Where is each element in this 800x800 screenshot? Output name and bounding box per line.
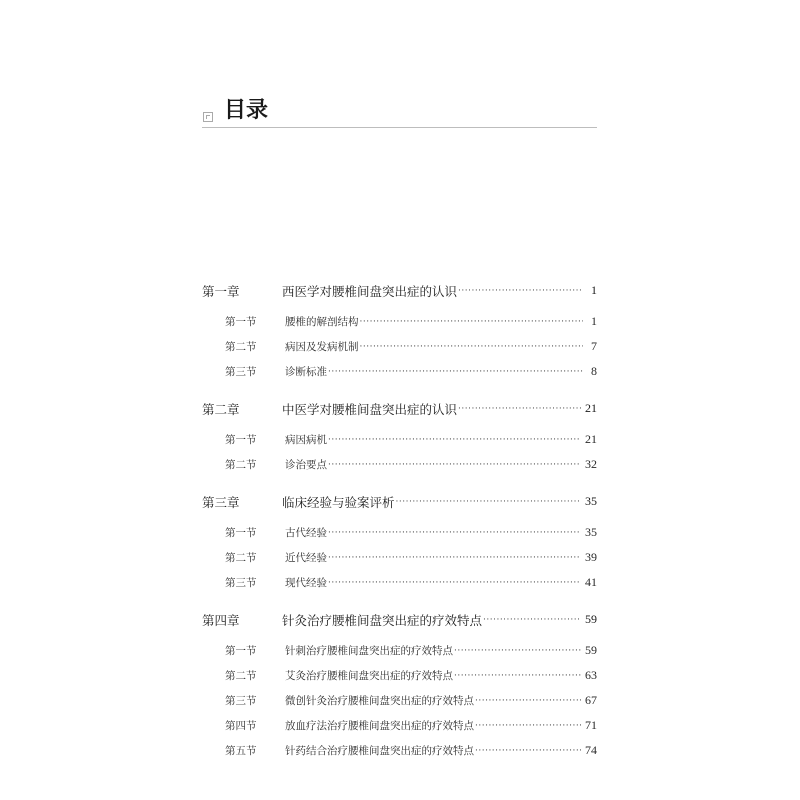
toc-section-number: 第二节 <box>225 341 257 353</box>
toc-section-page: 41 <box>585 575 597 589</box>
toc-section-page: 21 <box>585 432 597 446</box>
toc-section-number: 第三节 <box>225 695 257 707</box>
toc-section-page: 32 <box>585 457 597 471</box>
toc-section-page: 8 <box>591 364 597 378</box>
toc-section[interactable] <box>202 688 597 713</box>
dot-leader <box>328 553 581 563</box>
toc-chapter-title: 针灸治疗腰椎间盘突出症的疗效特点 <box>282 612 483 628</box>
toc-section-number: 第一节 <box>225 645 257 657</box>
dot-leader <box>454 671 581 681</box>
toc-chapter-title: 临床经验与验案评析 <box>282 494 395 510</box>
toc-section[interactable] <box>202 570 597 595</box>
dot-leader <box>328 460 581 470</box>
toc-chapter-page: 59 <box>585 612 597 626</box>
toc-section-page: 7 <box>591 339 597 353</box>
toc-section-page: 39 <box>585 550 597 564</box>
dot-leader <box>458 404 581 414</box>
toc-section-title: 病因及发病机制 <box>285 341 359 353</box>
dot-leader <box>328 528 581 538</box>
toc-section[interactable] <box>202 713 597 738</box>
dot-leader <box>475 746 581 756</box>
dot-leader <box>483 615 581 625</box>
toc-section-number: 第二节 <box>225 670 257 682</box>
toc-chapter-title: 西医学对腰椎间盘突出症的认识 <box>282 283 458 299</box>
toc-section[interactable] <box>202 427 597 452</box>
dot-leader <box>396 497 581 507</box>
toc-section-title: 微创针灸治疗腰椎间盘突出症的疗效特点 <box>285 695 474 707</box>
toc-chapter-page: 35 <box>585 494 597 508</box>
toc-section[interactable] <box>202 738 597 763</box>
toc-section[interactable] <box>202 334 597 359</box>
toc-section[interactable] <box>202 663 597 688</box>
toc-header <box>202 97 597 128</box>
toc-section[interactable] <box>202 452 597 477</box>
toc-chapter-number: 第三章 <box>202 494 240 510</box>
dot-leader <box>328 367 583 377</box>
toc-section[interactable] <box>202 309 597 334</box>
toc-section-title: 针药结合治疗腰椎间盘突出症的疗效特点 <box>285 745 474 757</box>
dot-leader <box>454 646 581 656</box>
toc-section-number: 第一节 <box>225 316 257 328</box>
toc-chapter-page: 21 <box>585 401 597 415</box>
toc-section-page: 63 <box>585 668 597 682</box>
dot-leader <box>475 721 581 731</box>
toc-section-page: 59 <box>585 643 597 657</box>
toc-section-title: 腰椎的解剖结构 <box>285 316 359 328</box>
toc-section-title: 诊断标准 <box>285 366 327 378</box>
toc-section-number: 第二节 <box>225 552 257 564</box>
toc-section-page: 1 <box>591 314 597 328</box>
toc-section-number: 第四节 <box>225 720 257 732</box>
toc-section-title: 放血疗法治疗腰椎间盘突出症的疗效特点 <box>285 720 474 732</box>
toc-section-title: 近代经验 <box>285 552 327 564</box>
toc-chapter[interactable] <box>202 489 597 514</box>
toc-section-page: 67 <box>585 693 597 707</box>
toc-chapter[interactable] <box>202 278 597 303</box>
toc-chapter[interactable] <box>202 607 597 632</box>
toc-chapter-title: 中医学对腰椎间盘突出症的认识 <box>282 401 458 417</box>
toc-chapter-page: 1 <box>591 283 597 297</box>
toc-section-number: 第五节 <box>225 745 257 757</box>
toc-section-title: 诊治要点 <box>285 459 327 471</box>
dot-leader <box>328 435 581 445</box>
toc-section[interactable] <box>202 638 597 663</box>
toc-chapter-number: 第一章 <box>202 283 240 299</box>
toc-section[interactable] <box>202 545 597 570</box>
corner-ornament-icon <box>203 112 213 122</box>
toc-chapter-number: 第四章 <box>202 612 240 628</box>
dot-leader <box>475 696 581 706</box>
page-title: 目录 <box>224 98 269 123</box>
toc-section-page: 35 <box>585 525 597 539</box>
toc-section-number: 第三节 <box>225 577 257 589</box>
toc-chapter[interactable] <box>202 396 597 421</box>
toc-section-number: 第一节 <box>225 434 257 446</box>
toc-section-title: 针刺治疗腰椎间盘突出症的疗效特点 <box>285 645 453 657</box>
toc-section-title: 古代经验 <box>285 527 327 539</box>
dot-leader <box>328 578 581 588</box>
toc-section-number: 第二节 <box>225 459 257 471</box>
toc-section-number: 第一节 <box>225 527 257 539</box>
toc-section-title: 现代经验 <box>285 577 327 589</box>
toc-section-page: 74 <box>585 743 597 757</box>
dot-leader <box>360 342 584 352</box>
toc-section-title: 艾灸治疗腰椎间盘突出症的疗效特点 <box>285 670 453 682</box>
toc-section-number: 第三节 <box>225 366 257 378</box>
dot-leader <box>458 286 583 296</box>
toc-chapter-number: 第二章 <box>202 401 240 417</box>
toc-section-page: 71 <box>585 718 597 732</box>
toc-section[interactable] <box>202 359 597 384</box>
dot-leader <box>360 317 584 327</box>
table-of-contents <box>202 278 597 763</box>
toc-section[interactable] <box>202 520 597 545</box>
toc-section-title: 病因病机 <box>285 434 327 446</box>
